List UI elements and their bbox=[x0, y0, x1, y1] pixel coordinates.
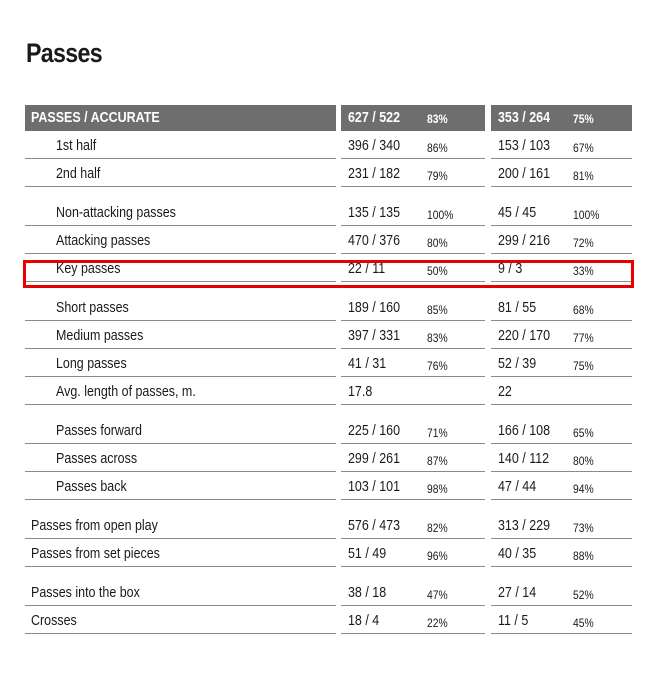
team2-value: 81 / 55 bbox=[498, 300, 537, 316]
team1-pct: 83% bbox=[427, 331, 448, 345]
team2-cell bbox=[491, 226, 632, 254]
team1-cell bbox=[341, 198, 485, 226]
team2-value: 22 bbox=[498, 384, 512, 400]
team2-pct: 77% bbox=[573, 331, 594, 345]
team1-pct: 47% bbox=[427, 588, 448, 602]
row-label: Avg. length of passes, m. bbox=[56, 384, 196, 400]
team2-pct: 94% bbox=[573, 482, 594, 496]
row-label: Attacking passes bbox=[56, 233, 151, 249]
team1-pct: 79% bbox=[427, 169, 448, 183]
team2-cell bbox=[491, 606, 632, 634]
table-row bbox=[25, 416, 632, 444]
row-label-cell bbox=[25, 539, 336, 567]
row-label: Passes back bbox=[56, 479, 127, 495]
row-label: Passes into the box bbox=[31, 585, 140, 601]
row-label: Medium passes bbox=[56, 328, 144, 344]
header-label: PASSES / ACCURATE bbox=[31, 110, 160, 126]
table-row bbox=[25, 321, 632, 349]
row-label-cell bbox=[25, 293, 336, 321]
team1-cell bbox=[341, 416, 485, 444]
team2-cell bbox=[491, 472, 632, 500]
table-row bbox=[25, 377, 632, 405]
team1-pct: 22% bbox=[427, 616, 448, 630]
team1-value: 576 / 473 bbox=[348, 518, 401, 534]
row-label: Passes forward bbox=[56, 423, 142, 439]
row-label-cell bbox=[25, 131, 336, 159]
team2-value: 27 / 14 bbox=[498, 585, 537, 601]
group-spacer bbox=[25, 500, 632, 511]
team1-cell bbox=[341, 293, 485, 321]
team2-pct: 52% bbox=[573, 588, 594, 602]
team2-pct: 73% bbox=[573, 521, 594, 535]
header-label-cell bbox=[25, 105, 336, 131]
table-row bbox=[25, 159, 632, 187]
team2-cell bbox=[491, 321, 632, 349]
header-team2-pct: 75% bbox=[573, 112, 594, 126]
group-spacer bbox=[25, 187, 632, 198]
row-label: Passes from set pieces bbox=[31, 546, 160, 562]
team1-cell bbox=[341, 131, 485, 159]
row-label-cell bbox=[25, 226, 336, 254]
team1-value: 231 / 182 bbox=[348, 166, 401, 182]
table-row bbox=[25, 511, 632, 539]
header-team2-cell bbox=[491, 105, 632, 131]
team1-pct: 76% bbox=[427, 359, 448, 373]
group-spacer bbox=[25, 405, 632, 416]
row-label-cell bbox=[25, 444, 336, 472]
team1-cell bbox=[341, 578, 485, 606]
table-row bbox=[25, 131, 632, 159]
row-label: Passes across bbox=[56, 451, 138, 467]
row-label-cell bbox=[25, 254, 336, 282]
team1-value: 135 / 135 bbox=[348, 205, 401, 221]
team1-cell bbox=[341, 226, 485, 254]
team2-value: 45 / 45 bbox=[498, 205, 537, 221]
team1-cell bbox=[341, 159, 485, 187]
team2-value: 40 / 35 bbox=[498, 546, 537, 562]
page-title: Passes bbox=[26, 38, 102, 68]
team2-cell bbox=[491, 254, 632, 282]
header-team2-value: 353 / 264 bbox=[498, 110, 551, 126]
row-label: Crosses bbox=[31, 613, 77, 629]
team2-cell bbox=[491, 349, 632, 377]
row-label: Long passes bbox=[56, 356, 127, 372]
table-row bbox=[25, 226, 632, 254]
team2-pct: 65% bbox=[573, 426, 594, 440]
team2-cell bbox=[491, 444, 632, 472]
team2-value: 220 / 170 bbox=[498, 328, 551, 344]
team1-cell bbox=[341, 472, 485, 500]
team1-value: 38 / 18 bbox=[348, 585, 387, 601]
team1-value: 225 / 160 bbox=[348, 423, 401, 439]
team2-value: 52 / 39 bbox=[498, 356, 537, 372]
row-label: 1st half bbox=[56, 138, 97, 154]
table-row bbox=[25, 293, 632, 321]
team2-pct: 75% bbox=[573, 359, 594, 373]
team1-pct: 98% bbox=[427, 482, 448, 496]
team1-pct: 87% bbox=[427, 454, 448, 468]
team2-cell bbox=[491, 131, 632, 159]
group-spacer bbox=[25, 282, 632, 293]
row-label-cell bbox=[25, 321, 336, 349]
table-row-highlighted bbox=[25, 254, 632, 282]
team1-value: 189 / 160 bbox=[348, 300, 401, 316]
team2-value: 313 / 229 bbox=[498, 518, 551, 534]
row-label: Key passes bbox=[56, 261, 121, 277]
team1-value: 22 / 11 bbox=[348, 261, 386, 277]
team1-cell bbox=[341, 511, 485, 539]
team1-value: 41 / 31 bbox=[348, 356, 387, 372]
header-team1-value: 627 / 522 bbox=[348, 110, 401, 126]
team1-value: 17.8 bbox=[348, 384, 373, 400]
team2-cell bbox=[491, 293, 632, 321]
team2-pct: 68% bbox=[573, 303, 594, 317]
row-label-cell bbox=[25, 377, 336, 405]
team2-cell bbox=[491, 539, 632, 567]
team1-cell bbox=[341, 321, 485, 349]
row-label-cell bbox=[25, 472, 336, 500]
header-team1-cell bbox=[341, 105, 485, 131]
team2-cell bbox=[491, 416, 632, 444]
table-row bbox=[25, 349, 632, 377]
team2-pct: 33% bbox=[573, 264, 594, 278]
team1-value: 299 / 261 bbox=[348, 451, 401, 467]
team2-value: 166 / 108 bbox=[498, 423, 551, 439]
team2-value: 200 / 161 bbox=[498, 166, 551, 182]
group-spacer bbox=[25, 567, 632, 578]
team1-pct: 82% bbox=[427, 521, 448, 535]
team2-value: 140 / 112 bbox=[498, 451, 550, 467]
team2-cell bbox=[491, 578, 632, 606]
row-label-cell bbox=[25, 198, 336, 226]
team1-cell bbox=[341, 377, 485, 405]
passes-stats-table bbox=[25, 105, 632, 634]
row-label-cell bbox=[25, 511, 336, 539]
team1-pct: 85% bbox=[427, 303, 448, 317]
team1-cell bbox=[341, 444, 485, 472]
team2-cell bbox=[491, 159, 632, 187]
team1-pct: 86% bbox=[427, 141, 448, 155]
row-label-cell bbox=[25, 606, 336, 634]
table-row bbox=[25, 606, 632, 634]
team1-cell bbox=[341, 254, 485, 282]
team2-value: 9 / 3 bbox=[498, 261, 523, 277]
header-team1-pct: 83% bbox=[427, 112, 448, 126]
team2-value: 11 / 5 bbox=[498, 613, 529, 629]
team2-pct: 88% bbox=[573, 549, 594, 563]
table-row bbox=[25, 444, 632, 472]
team2-cell bbox=[491, 198, 632, 226]
team1-pct: 71% bbox=[427, 426, 448, 440]
team2-cell bbox=[491, 377, 632, 405]
row-label-cell bbox=[25, 416, 336, 444]
team1-value: 18 / 4 bbox=[348, 613, 380, 629]
team2-pct: 67% bbox=[573, 141, 594, 155]
team2-pct: 100% bbox=[573, 208, 600, 222]
team1-value: 103 / 101 bbox=[348, 479, 401, 495]
team2-pct: 81% bbox=[573, 169, 594, 183]
team1-value: 470 / 376 bbox=[348, 233, 401, 249]
row-label: 2nd half bbox=[56, 166, 101, 182]
team1-pct: 96% bbox=[427, 549, 448, 563]
team2-pct: 45% bbox=[573, 616, 594, 630]
team1-value: 397 / 331 bbox=[348, 328, 401, 344]
team1-cell bbox=[341, 539, 485, 567]
row-label-cell bbox=[25, 349, 336, 377]
team1-cell bbox=[341, 606, 485, 634]
row-label-cell bbox=[25, 578, 336, 606]
team1-value: 396 / 340 bbox=[348, 138, 401, 154]
table-row bbox=[25, 472, 632, 500]
team2-value: 153 / 103 bbox=[498, 138, 551, 154]
team1-pct: 50% bbox=[427, 264, 448, 278]
table-row bbox=[25, 578, 632, 606]
team2-cell bbox=[491, 511, 632, 539]
team1-cell bbox=[341, 349, 485, 377]
team2-pct: 72% bbox=[573, 236, 594, 250]
row-label-cell bbox=[25, 159, 336, 187]
team2-pct: 80% bbox=[573, 454, 594, 468]
team1-value: 51 / 49 bbox=[348, 546, 387, 562]
team1-pct: 100% bbox=[427, 208, 454, 222]
table-row bbox=[25, 539, 632, 567]
table-row bbox=[25, 198, 632, 226]
team2-value: 299 / 216 bbox=[498, 233, 551, 249]
table-header-row bbox=[25, 105, 632, 131]
team1-pct: 80% bbox=[427, 236, 448, 250]
team2-value: 47 / 44 bbox=[498, 479, 537, 495]
row-label: Non-attacking passes bbox=[56, 205, 176, 221]
row-label: Passes from open play bbox=[31, 518, 158, 534]
row-label: Short passes bbox=[56, 300, 129, 316]
